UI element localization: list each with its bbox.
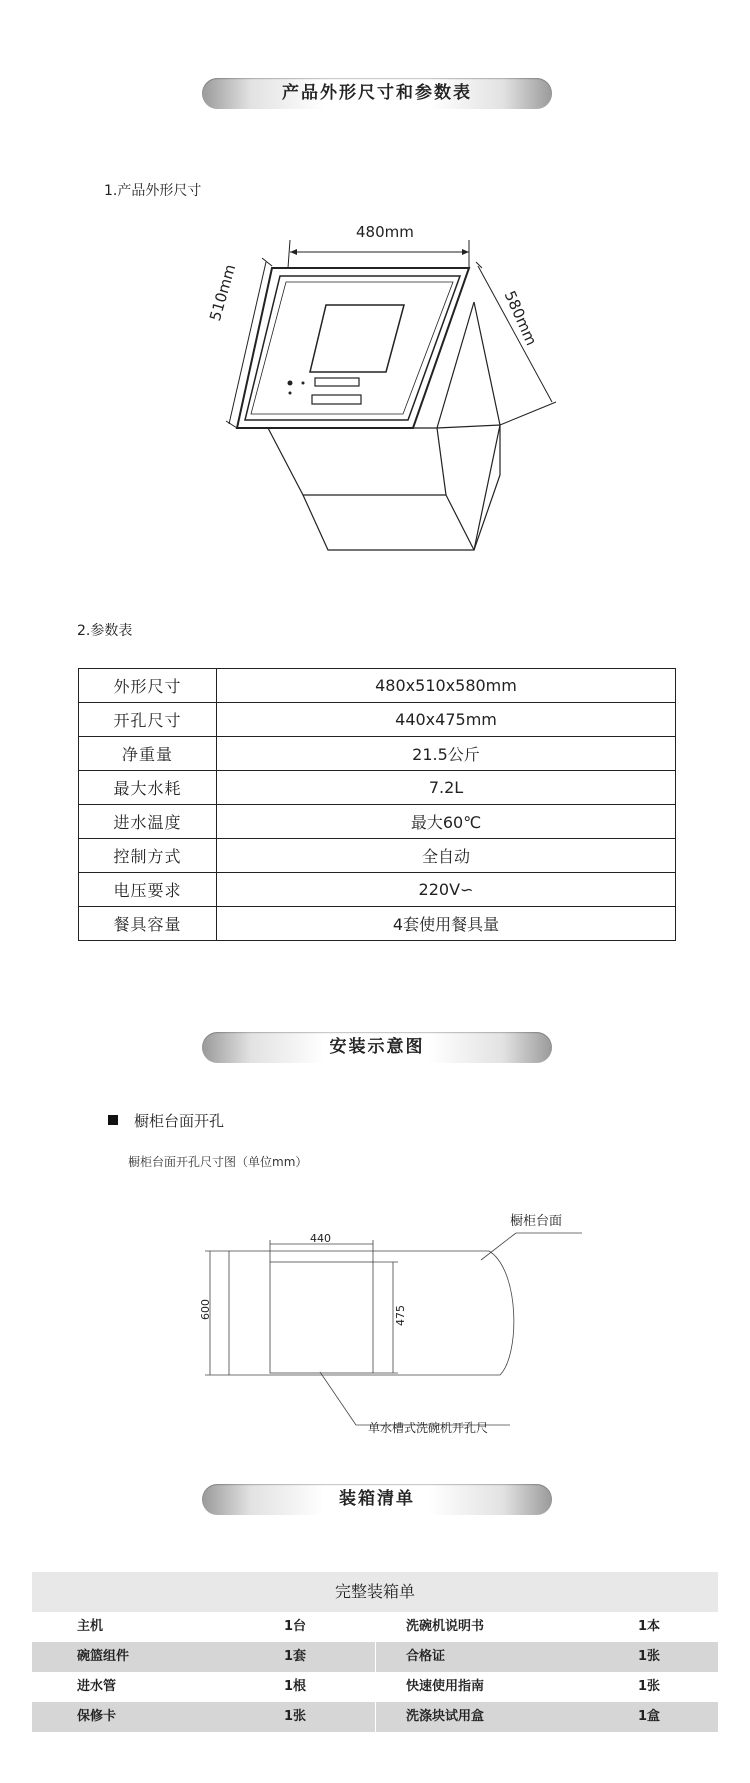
packing-row <box>32 1702 718 1732</box>
packing-item-name: 保修卡 <box>77 1709 117 1724</box>
section-title-packing: 装箱清单 <box>202 1484 552 1515</box>
packing-item-name: 主机 <box>77 1619 104 1634</box>
packing-item-qty: 1张 <box>284 1709 307 1724</box>
countertop-label: 橱柜台面 <box>510 1214 563 1229</box>
packing-item-name: 进水管 <box>77 1679 117 1694</box>
param-key: 进水温度 <box>79 805 217 839</box>
param-key: 净重量 <box>79 737 217 771</box>
packing-item-qty: 1套 <box>284 1649 307 1664</box>
params-heading: 2.参数表 <box>77 623 133 639</box>
packing-item-name: 洗涤块试用盒 <box>406 1709 485 1724</box>
packing-row <box>32 1672 718 1702</box>
param-value: 4套使用餐具量 <box>217 907 676 941</box>
depth-dimension-label: 580mm <box>500 288 541 349</box>
cutout-total-label: 600 <box>199 1299 212 1320</box>
packing-item-name: 洗碗机说明书 <box>406 1619 485 1634</box>
packing-item-qty: 1根 <box>284 1679 307 1694</box>
param-key: 外形尺寸 <box>79 669 217 703</box>
param-key: 控制方式 <box>79 839 217 873</box>
packing-item-qty: 1张 <box>638 1679 661 1694</box>
param-key: 开孔尺寸 <box>79 703 217 737</box>
param-key: 最大水耗 <box>79 771 217 805</box>
packing-item-qty: 1盒 <box>638 1709 661 1724</box>
dimensions-heading: 1.产品外形尺寸 <box>104 183 202 199</box>
width-dimension-label: 480mm <box>356 223 414 241</box>
packing-item-qty: 1张 <box>638 1649 661 1664</box>
param-value: 21.5公斤 <box>217 737 676 771</box>
height-dimension-label: 510mm <box>206 262 240 323</box>
section-title-spec: 产品外形尺寸和参数表 <box>202 78 552 109</box>
install-bullet-title: 橱柜台面开孔 <box>134 1112 225 1130</box>
packing-item-qty: 1本 <box>638 1619 661 1634</box>
hole-label: 单水槽式洗碗机开孔尺 <box>368 1421 489 1435</box>
packing-table-title: 完整装箱单 <box>32 1572 718 1612</box>
param-value: 220V∽ <box>217 873 676 907</box>
section-title-install: 安装示意图 <box>202 1032 552 1063</box>
packing-item-name: 合格证 <box>406 1649 446 1664</box>
cutout-height-label: 475 <box>394 1305 407 1326</box>
param-value: 440x475mm <box>217 703 676 737</box>
diagram-caption: 橱柜台面开孔尺寸图（单位mm） <box>128 1155 308 1169</box>
param-key: 电压要求 <box>79 873 217 907</box>
packing-item-qty: 1台 <box>284 1619 307 1634</box>
packing-row <box>32 1612 718 1642</box>
packing-row <box>32 1642 718 1672</box>
packing-item-name: 快速使用指南 <box>406 1679 485 1694</box>
param-value: 480x510x580mm <box>217 669 676 703</box>
param-value: 7.2L <box>217 771 676 805</box>
param-value: 全自动 <box>217 839 676 873</box>
param-key: 餐具容量 <box>79 907 217 941</box>
packing-item-name: 碗篮组件 <box>77 1649 130 1664</box>
cutout-width-label: 440 <box>310 1232 331 1245</box>
packing-table <box>32 1572 718 1732</box>
param-value: 最大60℃ <box>217 805 676 839</box>
